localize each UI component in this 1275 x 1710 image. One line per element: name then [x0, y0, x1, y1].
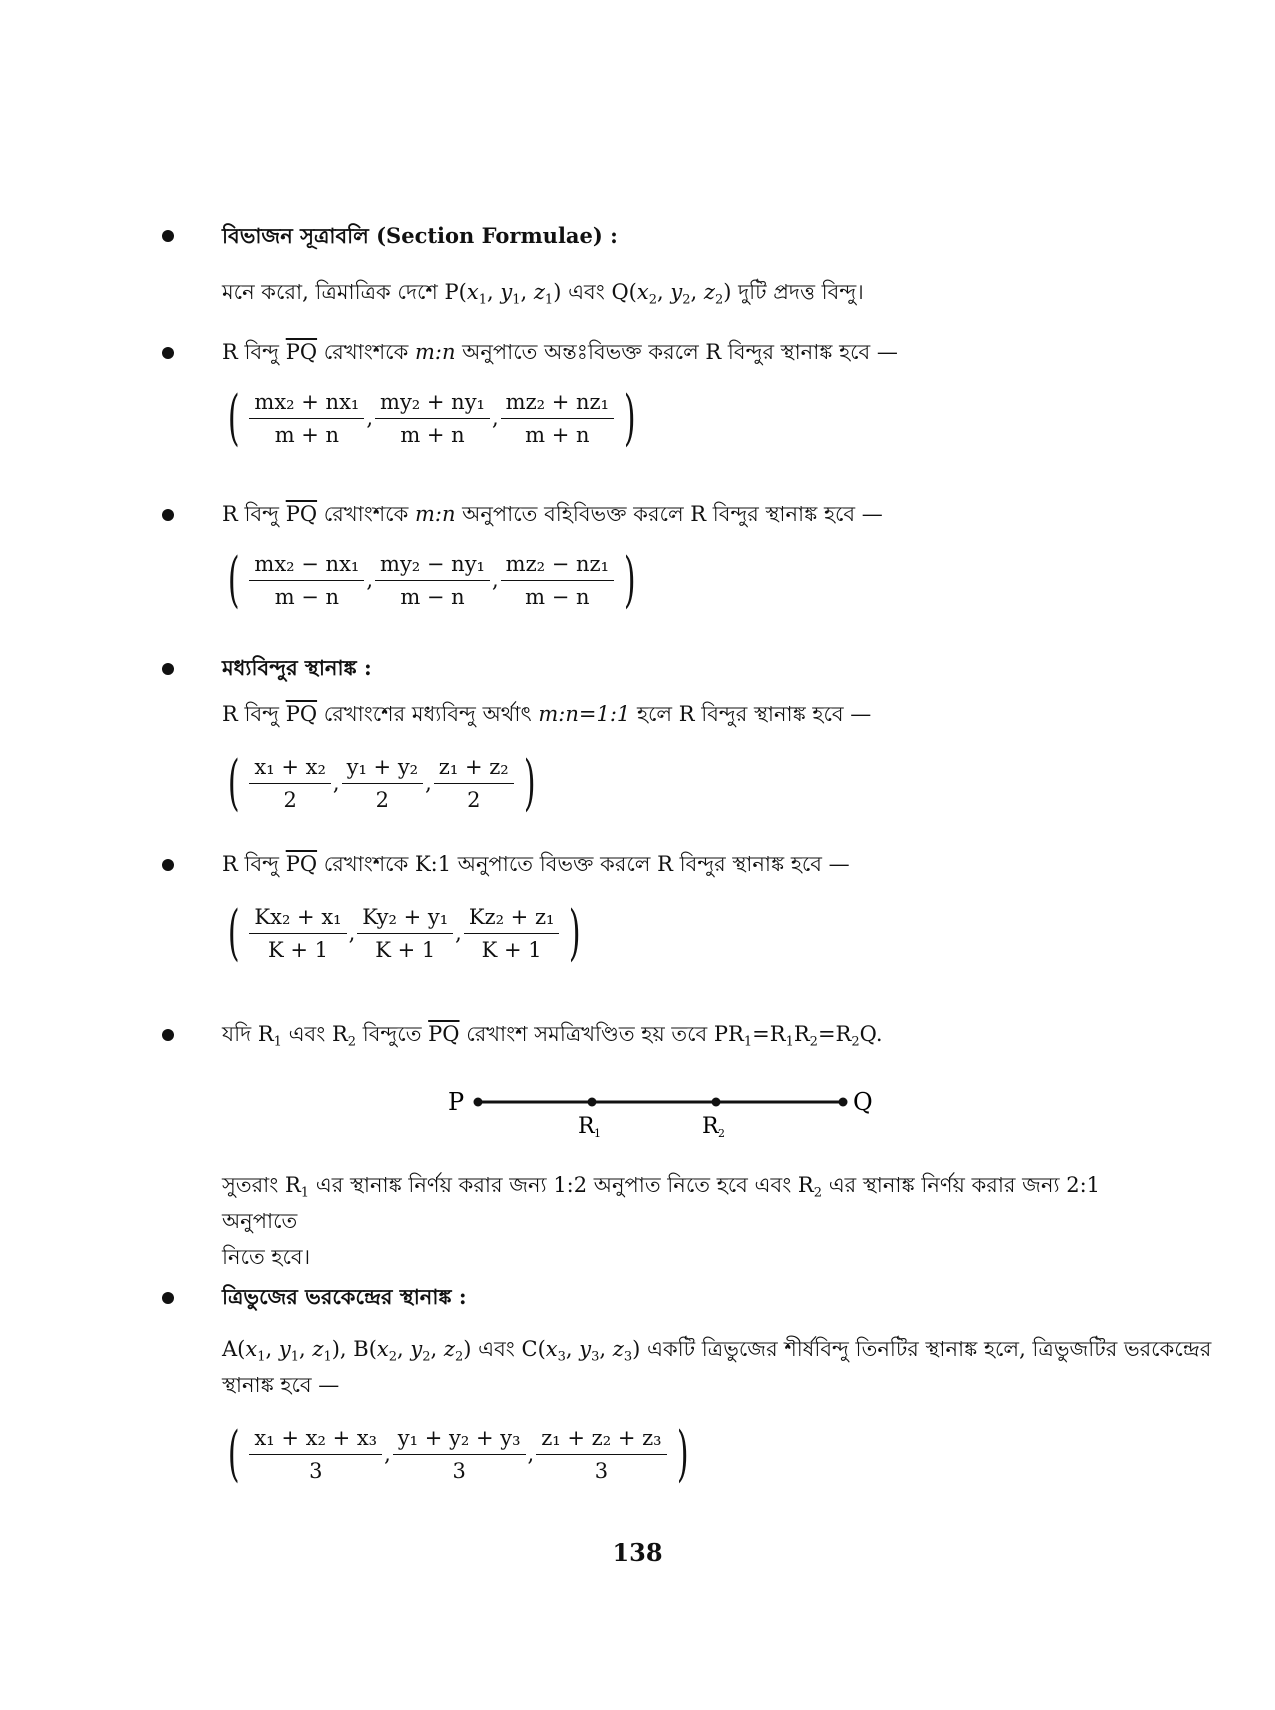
label-r2: R — [702, 1114, 719, 1139]
point-r2 — [712, 1098, 721, 1107]
page-number: 138 — [612, 1538, 663, 1567]
internal-division-formula: ( $\frac{\text{mx₂ + nx₁}}{m + n}$ , $\frac{\text{my₂ + ny₁}}{m + n}$ , $\frac{\text{mz₂ + nz₁}}{m + n}$ ) — [227, 383, 636, 453]
bullet — [162, 1292, 174, 1304]
midpoint-formula: ( $\frac{\text{x₁ + x₂}}{2}$ , $\frac{\text{y₁ + y₂}}{2}$ , $\frac{\text{z₁ + z₂}}{2}$ ) — [227, 748, 536, 818]
centroid-heading: ত্রিভুজের ভরকেন্দ্রের স্থানাঙ্ক : — [222, 1284, 467, 1309]
trisection-note: সুতরাং $R_1$ এর স্থানাঙ্ক নির্ণয় করার জন্য 1:2 অনুপাত নিতে হবে এবং $R_2$ এর স্থানাঙ্ক নির্ণয় করার জন্য 2:1 অনুপাতে নিতে হবে। — [222, 1173, 1101, 1269]
label-r2-sub: 2 — [718, 1127, 725, 1140]
label-r1: R — [578, 1114, 595, 1139]
label-p: P — [448, 1088, 465, 1116]
point-p — [474, 1098, 483, 1107]
trisection-diagram — [440, 1080, 880, 1140]
bullet — [162, 1029, 174, 1041]
point-r1 — [588, 1098, 597, 1107]
intro-text: মনে করো, ত্রিমাত্রিক দেশে $P(x_1$, $y_1$, $z_1$) এবং $Q(x_2$, $y_2$, $z_2$) দুটি প্রদত্ত বিন্দু। — [222, 280, 864, 308]
midpoint-heading: মধ্যবিন্দুর স্থানাঙ্ক : — [222, 655, 372, 680]
bullet — [162, 859, 174, 871]
trisection-text: যদি $R_1$ এবং $R_2$ বিন্দুতে $\overline{PQ}$ রেখাংশ সমত্রিখণ্ডিত হয় তবে $PR_1=R_1R_2=R_2Q$. — [222, 1022, 883, 1050]
external-division-formula: ( $\frac{\text{mx₂ − nx₁}}{m - n}$ , $\frac{\text{my₂ − ny₁}}{m - n}$ , $\frac{\text{mz₂ − nz₁}}{m - n}$ ) — [227, 545, 636, 615]
bullet — [162, 347, 174, 359]
section-heading: বিভাজন সূত্রাবলি (Section Formulae) : — [222, 223, 618, 248]
internal-division-text: R বিন্দু $\overline{PQ}$ রেখাংশকে m:n অনুপাতে অন্তঃবিভক্ত করলে R বিন্দুর স্থানাঙ্ক হবে — — [222, 340, 898, 364]
bullet — [162, 230, 174, 242]
bullet — [162, 509, 174, 521]
label-r1-sub: 1 — [594, 1127, 601, 1140]
point-q — [839, 1098, 848, 1107]
bullet — [162, 663, 174, 675]
external-division-text: R বিন্দু $\overline{PQ}$ রেখাংশকে m:n অনুপাতে বহিবিভক্ত করলে R বিন্দুর স্থানাঙ্ক হবে — — [222, 502, 883, 526]
midpoint-text: R বিন্দু $\overline{PQ}$ রেখাংশের মধ্যবিন্দু অর্থাৎ m:n=1:1 হলে R বিন্দুর স্থানাঙ্ক হবে — — [222, 702, 872, 726]
k-ratio-text: R বিন্দু $\overline{PQ}$ রেখাংশকে K:1 অনুপাতে বিভক্ত করলে R বিন্দুর স্থানাঙ্ক হবে — — [222, 852, 850, 876]
centroid-formula: ( $\frac{\text{x₁ + x₂ + x₃}}{3}$ , $\frac{\text{y₁ + y₂ + y₃}}{3}$ , $\frac{\text{z₁ + z₂ + z₃}}{3}$ ) — [227, 1419, 689, 1489]
centroid-text: $A(x_1$, $y_1$, $z_1$), $B(x_2$, $y_2$, $z_2$) এবং $C(x_3$, $y_3$, $z_3$) একটি ত্রিভুজের শীর্ষবিন্দু তিনটির স্থানাঙ্ক হলে, ত্রিভুজটির ভরকেন্দ্রের স্থানাঙ্ক হবে — — [222, 1337, 1212, 1397]
label-q: Q — [853, 1088, 873, 1116]
k-ratio-formula: ( $\frac{\text{Kx₂ + x₁}}{K + 1}$ , $\frac{\text{Ky₂ + y₁}}{K + 1}$ , $\frac{\text{Kz₂ + z₁}}{K + 1}$ ) — [227, 898, 582, 968]
